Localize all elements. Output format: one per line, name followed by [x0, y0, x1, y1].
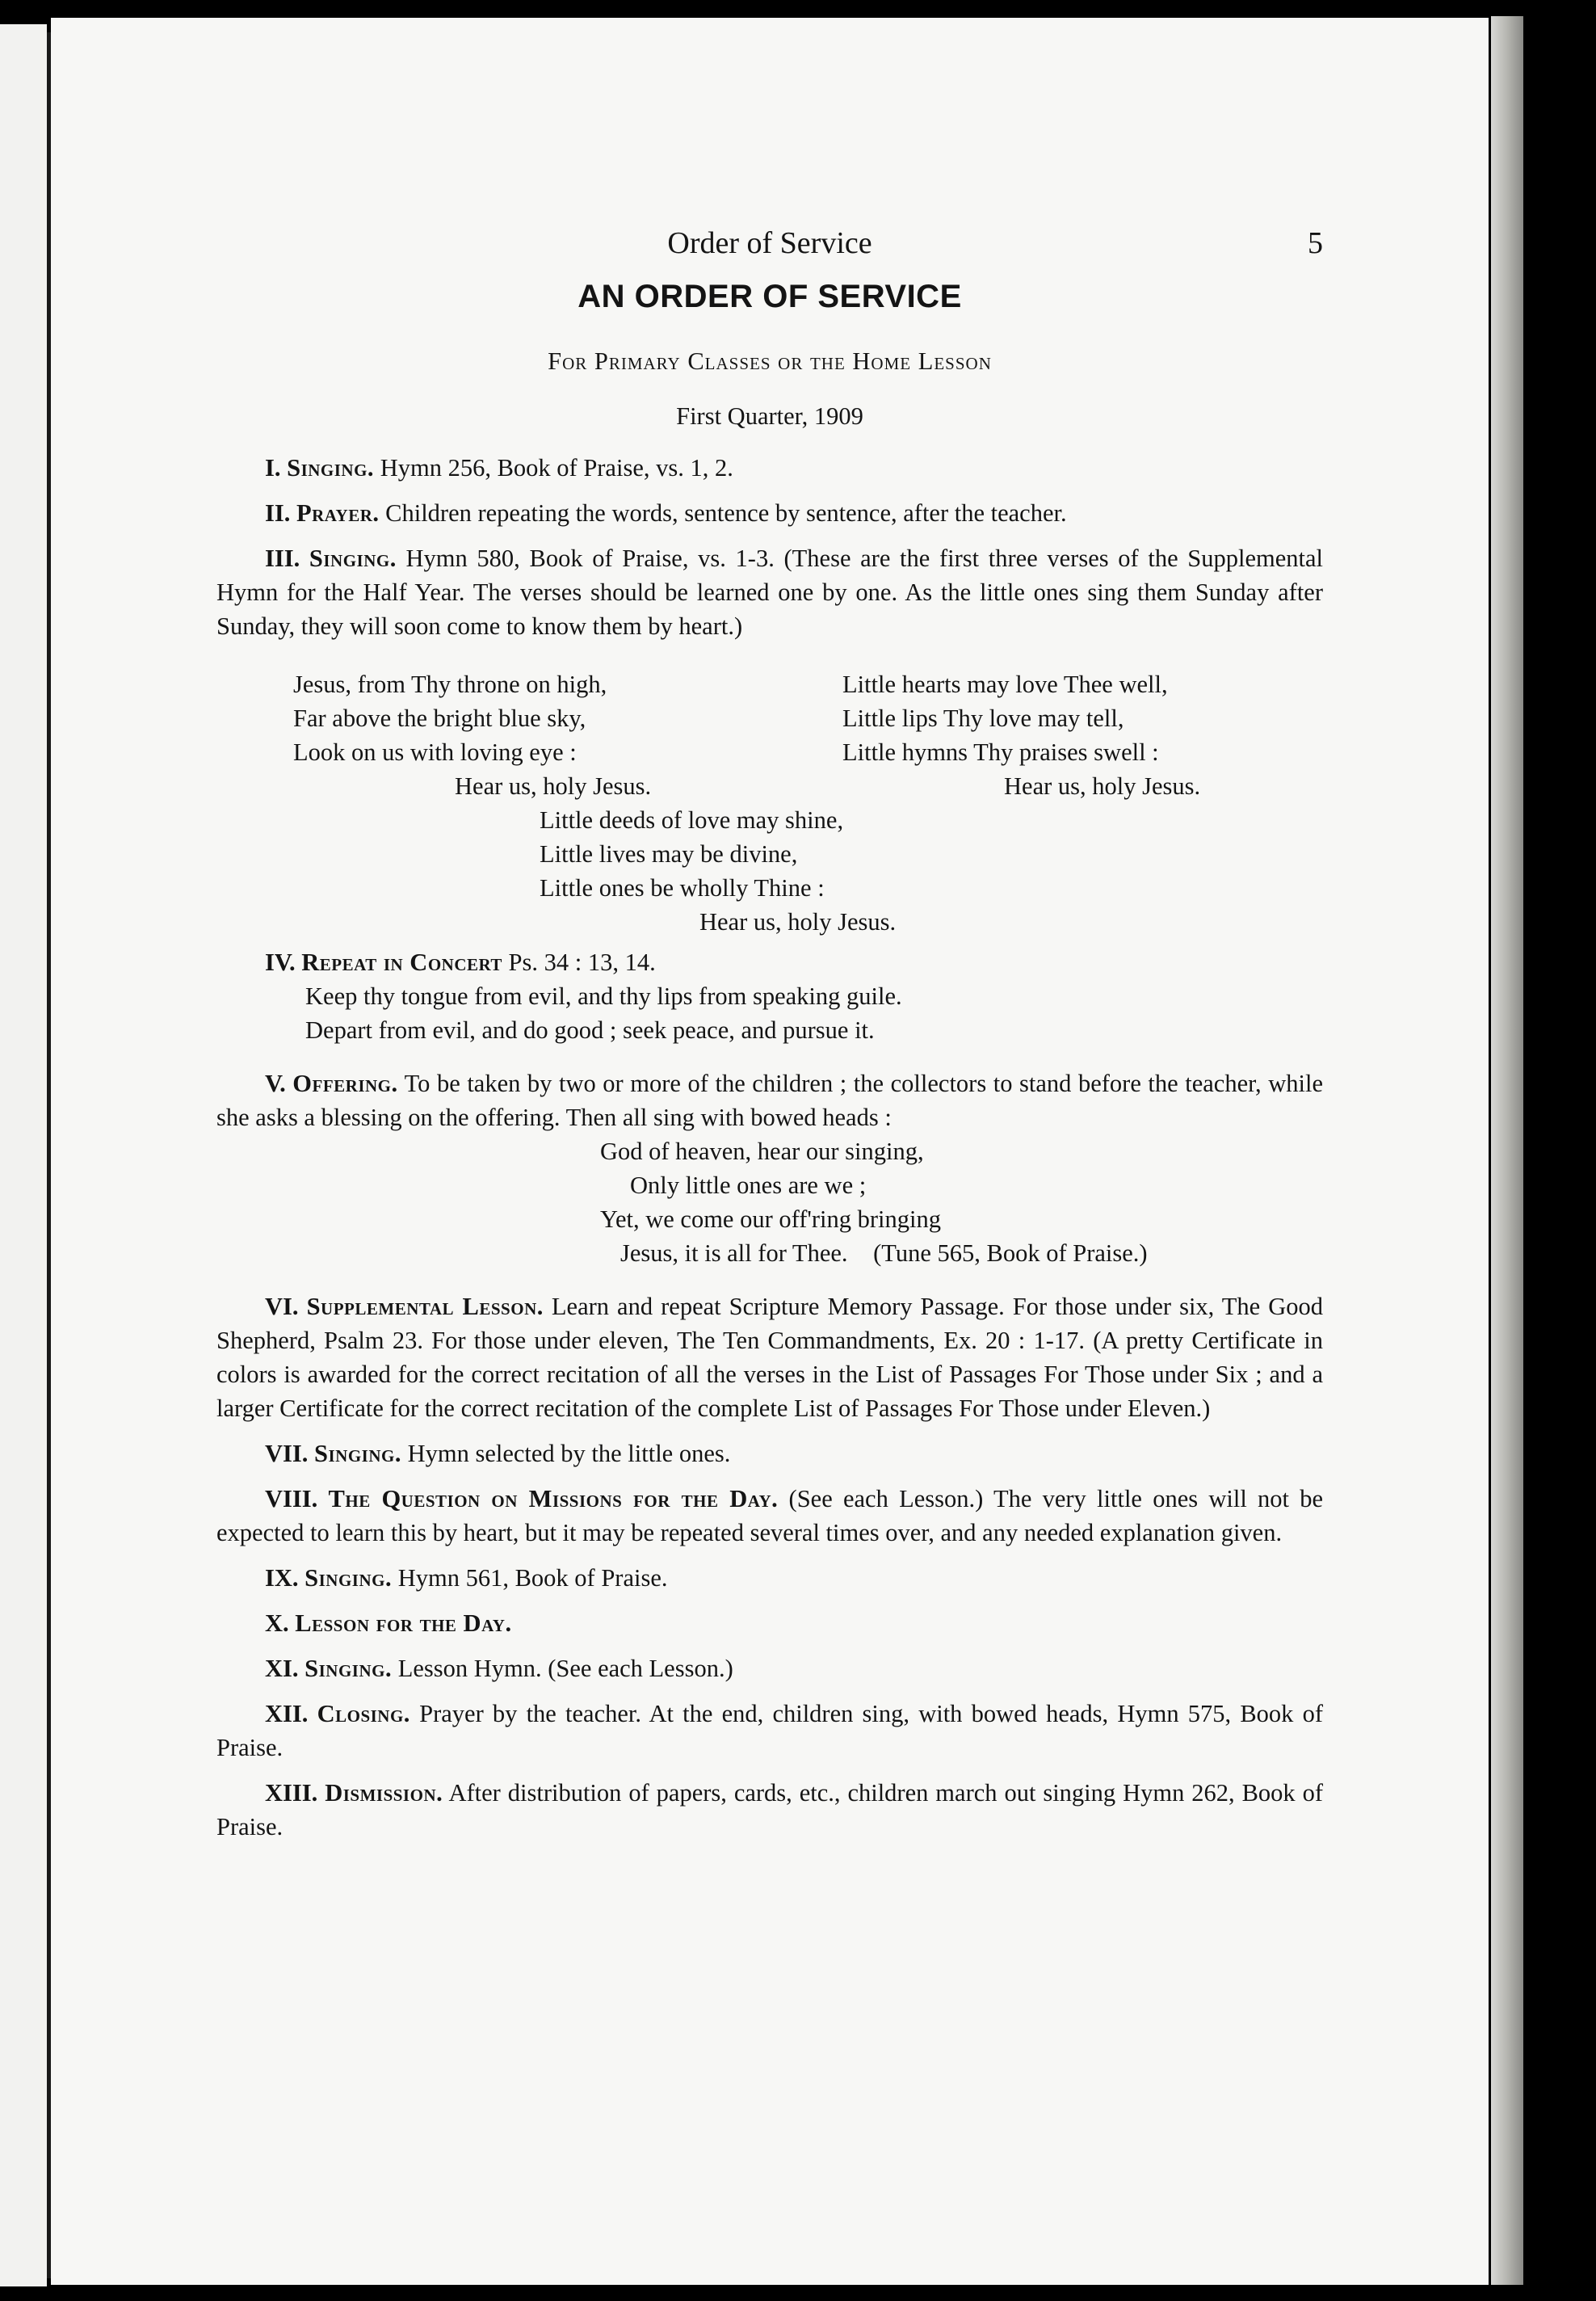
page-number: 5 — [1308, 226, 1323, 260]
section-1 — [216, 451, 1323, 485]
verse-line: Little lips Thy love may tell, — [842, 705, 1124, 732]
section-number: X. — [265, 1609, 289, 1637]
verse-line: Only little ones are we ; — [630, 1172, 867, 1199]
section-heading: The Question on Missions for the Day. — [328, 1485, 779, 1512]
section-5 — [216, 1066, 1323, 1134]
page-header — [216, 226, 1323, 275]
section-number: XII. — [265, 1700, 309, 1727]
section-text: Learn and repeat Scripture Memory Passage. For those under six, The Good Shepherd, Psalm 23. For those under eleven, The Ten Commandments, Ex. 20 : 1-17. (A pretty Certificate in colors is awarded for the correct recitation of all the verses in the List of Passages For Those under Six ; and a larger Certificate for the correct recitation of the complete List of Passages For Those under Eleven.) — [216, 1293, 1324, 1422]
verse-line: God of heaven, hear our singing, — [600, 1138, 924, 1165]
verse-line: Far above the bright blue sky, — [293, 705, 586, 732]
section-number: VII. — [265, 1440, 309, 1467]
facing-page-edge — [0, 24, 47, 2286]
section-number: IX. — [265, 1564, 299, 1592]
scripture-line: Keep thy tongue from evil, and thy lips from speaking guile. — [305, 982, 902, 1010]
section-heading: Singing. — [304, 1564, 393, 1592]
section-heading: Singing. — [304, 1655, 393, 1682]
section-text: Hymn selected by the little ones. — [407, 1440, 731, 1467]
section-11 — [216, 1651, 1323, 1685]
section-number: V. — [265, 1070, 286, 1097]
section-text: Hymn 561, Book of Praise. — [397, 1564, 668, 1592]
section-heading: Dismission. — [325, 1779, 443, 1807]
section-text: Prayer by the teacher. At the end, children sing, with bowed heads, Hymn 575, Book of Praise. — [216, 1700, 1324, 1761]
section-heading: Supplemental Lesson. — [306, 1293, 544, 1320]
subtitle: For Primary Classes or the Home Lesson — [548, 347, 992, 375]
section-text: (See each Lesson.) The very little ones will not be expected to learn this by heart, but it may be repeated several times over, and any needed explanation given. — [216, 1485, 1324, 1546]
section-heading: Singing. — [314, 1440, 401, 1467]
section-text: Hymn 256, Book of Praise, vs. 1, 2. — [380, 454, 733, 482]
verse-line: Little ones be wholly Thine : — [540, 874, 825, 902]
hymn-stanza-2 — [842, 667, 1200, 803]
section-number: VIII. — [265, 1485, 318, 1512]
section-heading: Closing. — [317, 1700, 410, 1727]
section-number: XIII. — [265, 1779, 318, 1807]
section-number: XI. — [265, 1655, 299, 1682]
hymn-verses — [216, 667, 1323, 936]
verse-line: Little deeds of love may shine, — [540, 806, 844, 834]
verse-line — [216, 1236, 1323, 1270]
offering-verse — [216, 1134, 1323, 1270]
section-heading: Lesson for the Day. — [295, 1609, 512, 1637]
section-heading: Singing. — [287, 454, 375, 482]
section-number: IV. — [265, 949, 296, 976]
section-text: Lesson Hymn. (See each Lesson.) — [397, 1655, 733, 1682]
section-number: VI. — [265, 1293, 299, 1320]
verse-line: Jesus, from Thy throne on high, — [293, 671, 607, 698]
page-title: AN ORDER OF SERVICE — [578, 279, 962, 314]
section-3 — [216, 541, 1323, 643]
running-head: Order of Service — [667, 226, 872, 260]
section-text: Hymn 580, Book of Praise, vs. 1-3. (These are the first three verses of the Supplemental Hymn for the Half Year. The verses should be learned one by one. As the little ones sing them Sunday after Sunday, they will soon come to know them by heart.) — [216, 545, 1324, 640]
section-4 — [216, 945, 1323, 979]
verse-line: Look on us with loving eye : — [293, 738, 577, 766]
verse-line: Little hymns Thy praises swell : — [842, 738, 1159, 766]
section-8 — [216, 1482, 1323, 1550]
section-text: Children repeating the words, sentence by sentence, after the teacher. — [385, 499, 1067, 527]
tune-note: (Tune 565, Book of Praise.) — [873, 1239, 1148, 1267]
verse-line: Yet, we come our off'ring bringing — [600, 1205, 941, 1233]
scripture-line: Depart from evil, and do good ; seek peace, and pursue it. — [305, 1016, 875, 1044]
section-heading: Repeat in Concert — [301, 949, 502, 976]
section-number: III. — [265, 545, 300, 572]
section-6 — [216, 1289, 1323, 1425]
verse-line: Little lives may be divine, — [540, 840, 798, 868]
section-heading: Singing. — [309, 545, 397, 572]
section-number: II. — [265, 499, 291, 527]
verse-refrain: Hear us, holy Jesus. — [1004, 772, 1201, 800]
section-text: To be taken by two or more of the children ; the collectors to stand before the teacher, while she asks a blessing on the offering. Then all sing with bowed heads : — [216, 1070, 1323, 1131]
verse-line: Little hearts may love Thee well, — [842, 671, 1168, 698]
verse-text: Jesus, it is all for Thee. — [620, 1239, 848, 1267]
section-heading: Offering. — [292, 1070, 398, 1097]
section-12 — [216, 1697, 1323, 1765]
section-13 — [216, 1776, 1323, 1844]
quarter-line: First Quarter, 1909 — [676, 402, 863, 430]
section-2 — [216, 496, 1323, 530]
section-number: I. — [265, 454, 281, 482]
section-10 — [216, 1606, 1323, 1640]
verse-refrain: Hear us, holy Jesus. — [699, 908, 897, 936]
section-heading: Prayer. — [296, 499, 380, 527]
hymn-stanza-1 — [293, 667, 651, 803]
page-content — [216, 226, 1323, 1844]
section-7 — [216, 1437, 1323, 1470]
section-text: After distribution of papers, cards, etc., children march out singing Hymn 262, Book of Praise. — [216, 1779, 1323, 1840]
section-9 — [216, 1561, 1323, 1595]
scripture-reference: Ps. 34 : 13, 14. — [508, 949, 656, 976]
verse-refrain: Hear us, holy Jesus. — [455, 772, 652, 800]
page-stack-edge — [1491, 16, 1523, 2285]
hymn-stanza-3 — [540, 803, 896, 939]
